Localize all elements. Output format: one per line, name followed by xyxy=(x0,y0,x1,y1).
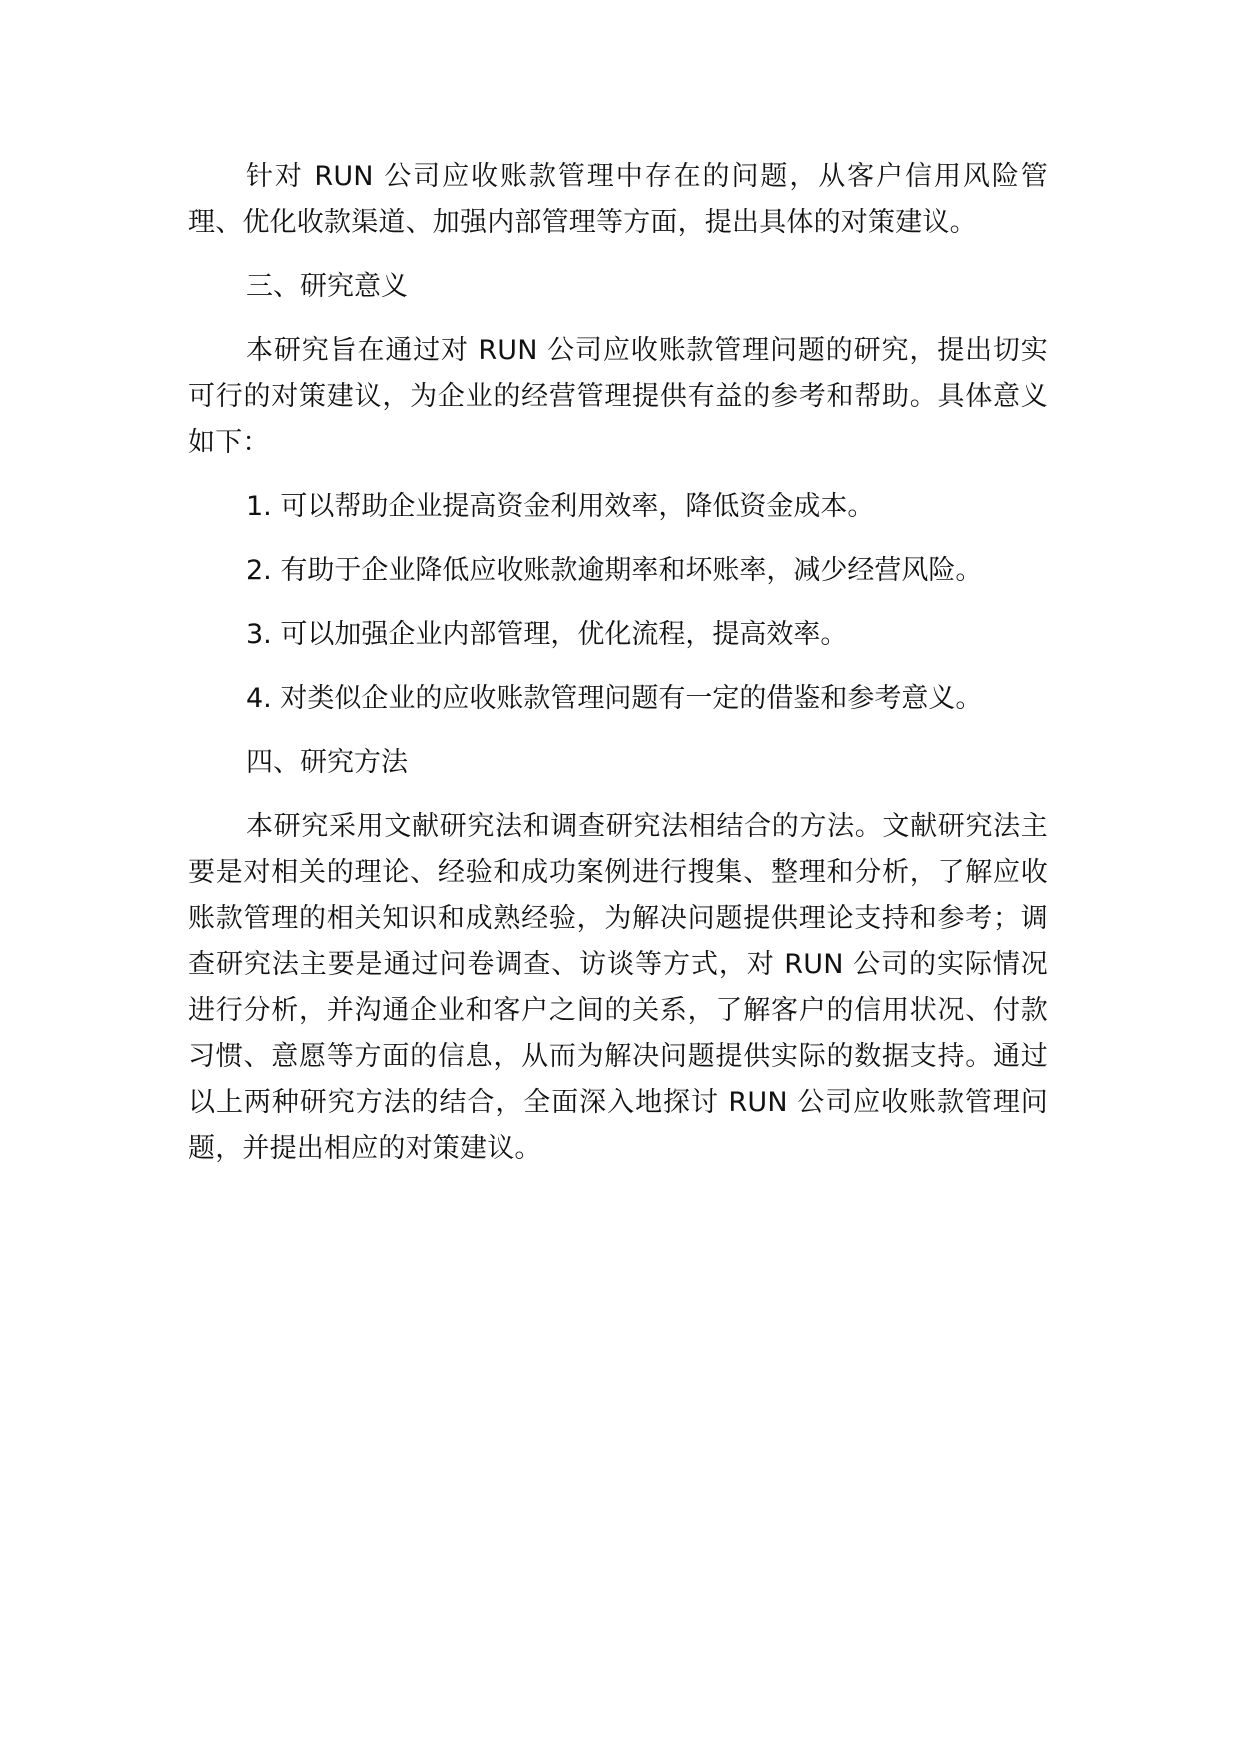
section-heading-methods: 四、研究方法 xyxy=(246,747,408,778)
section-heading-significance: 三、研究意义 xyxy=(246,271,408,302)
list-item-4: 4. 对类似企业的应收账款管理问题有一定的借鉴和参考意义。 xyxy=(246,683,983,714)
list-item-2: 2. 有助于企业降低应收账款逾期率和坏账率，减少经营风险。 xyxy=(246,555,983,586)
list-item-1: 1. 可以帮助企业提高资金利用效率，降低资金成本。 xyxy=(246,491,875,522)
paragraph-methods: 本研究采用文献研究法和调查研究法相结合的方法。文献研究法主要是对相关的理论、经验和成功案例进行搜集、整理和分析，了解应收账款管理的相关知识和成熟经验，为解决问题提供理论支持和参考；调查研究法主要是通过问卷调查、访谈等方式，对 RUN 公司的实际情况进行分析，并沟通企业和客户之间的关系，了解客户的信用状况、付款习惯、意愿等方面的信息，从而为解决问题提供实际的数据支持。通过以上两种研究方法的结合，全面深入地探讨 RUN 公司应收账款管理问题，并提出相应的对策建议。 xyxy=(188,811,1048,1164)
document-body xyxy=(188,154,1048,1190)
list-item-3: 3. 可以加强企业内部管理，优化流程，提高效率。 xyxy=(246,619,848,650)
paragraph-countermeasures: 针对 RUN 公司应收账款管理中存在的问题，从客户信用风险管理、优化收款渠道、加强内部管理等方面，提出具体的对策建议。 xyxy=(188,161,1048,238)
paragraph-significance: 本研究旨在通过对 RUN 公司应收账款管理问题的研究，提出切实可行的对策建议，为企业的经营管理提供有益的参考和帮助。具体意义如下： xyxy=(188,335,1048,458)
